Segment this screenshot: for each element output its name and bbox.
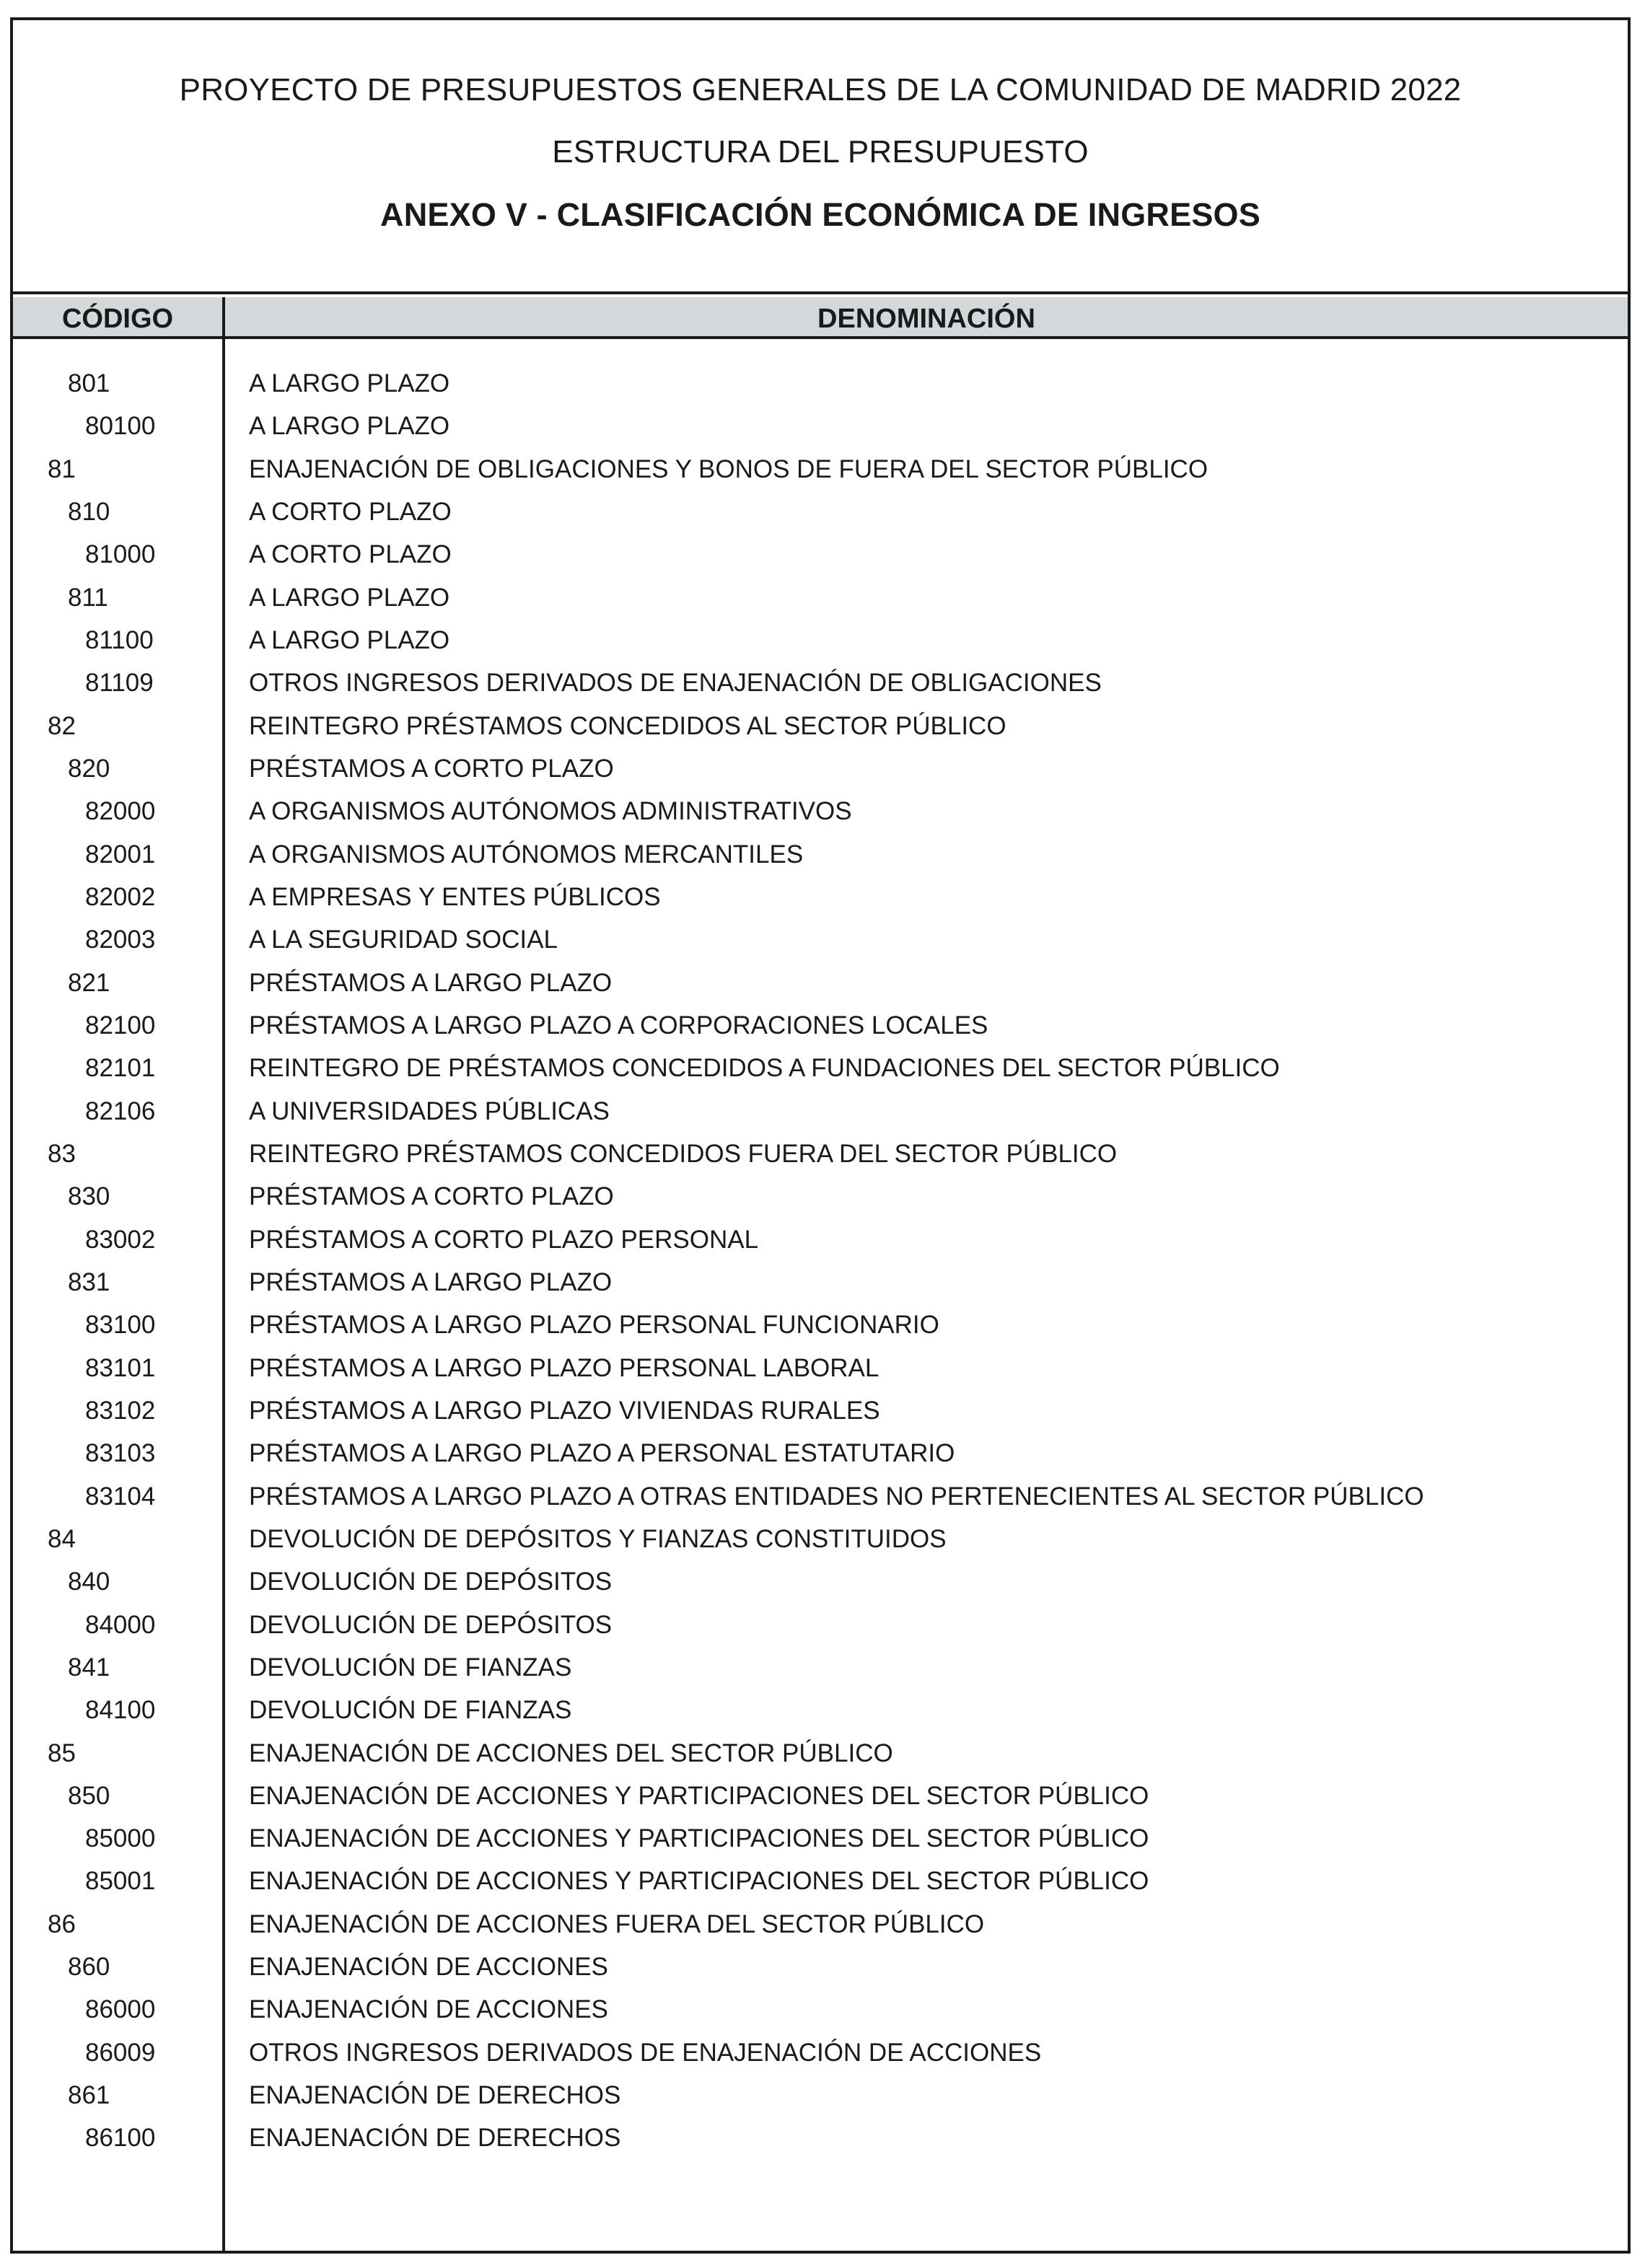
row-code: 860 <box>68 1953 110 1982</box>
table-row <box>13 1347 1628 1389</box>
row-code: 861 <box>68 2081 110 2110</box>
row-name: ENAJENACIÓN DE DERECHOS <box>249 2081 621 2110</box>
table-header <box>13 297 1628 339</box>
table-row <box>13 1133 1628 1175</box>
row-name: ENAJENACIÓN DE ACCIONES Y PARTICIPACIONES DEL SECTOR PÚBLICO <box>249 1781 1149 1810</box>
row-code: 81 <box>48 454 76 483</box>
row-name: A ORGANISMOS AUTÓNOMOS ADMINISTRATIVOS <box>249 797 852 826</box>
row-code: 86009 <box>85 2038 156 2067</box>
row-code: 83101 <box>85 1353 156 1382</box>
row-code: 83100 <box>85 1311 156 1340</box>
row-code: 85 <box>48 1739 76 1767</box>
table-row <box>13 1090 1628 1133</box>
row-name: ENAJENACIÓN DE ACCIONES <box>249 1953 608 1982</box>
row-name: REINTEGRO DE PRÉSTAMOS CONCEDIDOS A FUNDACIONES DEL SECTOR PÚBLICO <box>249 1054 1280 1083</box>
row-name: PRÉSTAMOS A LARGO PLAZO PERSONAL LABORAL <box>249 1353 879 1382</box>
row-code: 84000 <box>85 1610 156 1639</box>
table-body <box>13 362 1628 2160</box>
row-code: 820 <box>68 754 110 783</box>
row-name: ENAJENACIÓN DE OBLIGACIONES Y BONOS DE FUERA DEL SECTOR PÚBLICO <box>249 454 1208 483</box>
row-code: 82100 <box>85 1011 156 1040</box>
row-code: 83103 <box>85 1439 156 1468</box>
row-code: 830 <box>68 1182 110 1211</box>
row-code: 810 <box>68 497 110 526</box>
table-row <box>13 1775 1628 1817</box>
row-code: 81000 <box>85 540 156 569</box>
row-code: 82 <box>48 711 76 740</box>
table-row <box>13 2074 1628 2117</box>
table-row <box>13 662 1628 704</box>
row-name: ENAJENACIÓN DE ACCIONES Y PARTICIPACIONES DEL SECTOR PÚBLICO <box>249 1867 1149 1896</box>
table-row <box>13 1175 1628 1218</box>
row-name: PRÉSTAMOS A CORTO PLAZO <box>249 1182 614 1211</box>
document-subtitle: ESTRUCTURA DEL PRESUPUESTO <box>552 134 1089 170</box>
row-code: 85000 <box>85 1824 156 1853</box>
row-name: A ORGANISMOS AUTÓNOMOS MERCANTILES <box>249 840 804 869</box>
row-name: ENAJENACIÓN DE ACCIONES FUERA DEL SECTOR PÚBLICO <box>249 1909 985 1938</box>
annex-title: ANEXO V - CLASIFICACIÓN ECONÓMICA DE INGRESOS <box>380 196 1260 233</box>
row-name: PRÉSTAMOS A LARGO PLAZO PERSONAL FUNCIONARIO <box>249 1311 939 1340</box>
table-row <box>13 790 1628 832</box>
row-name: A CORTO PLAZO <box>249 540 452 569</box>
row-code: 82101 <box>85 1054 156 1083</box>
row-name: PRÉSTAMOS A LARGO PLAZO <box>249 1267 613 1296</box>
row-name: A EMPRESAS Y ENTES PÚBLICOS <box>249 882 661 911</box>
table-row <box>13 1261 1628 1304</box>
column-header-name: DENOMINACIÓN <box>817 304 1035 334</box>
table-row <box>13 1047 1628 1089</box>
row-code: 82001 <box>85 840 156 869</box>
row-code: 83 <box>48 1139 76 1168</box>
row-name: DEVOLUCIÓN DE DEPÓSITOS <box>249 1610 613 1639</box>
row-code: 82003 <box>85 926 156 954</box>
row-code: 81109 <box>85 669 154 698</box>
column-header-code: CÓDIGO <box>61 304 174 334</box>
table-row <box>13 1475 1628 1518</box>
row-code: 811 <box>68 583 108 612</box>
table-row <box>13 833 1628 876</box>
row-code: 841 <box>68 1653 110 1682</box>
row-name: DEVOLUCIÓN DE DEPÓSITOS <box>249 1568 613 1596</box>
row-name: PRÉSTAMOS A LARGO PLAZO A CORPORACIONES LOCALES <box>249 1011 988 1040</box>
row-code: 821 <box>68 968 110 997</box>
table-row <box>13 1689 1628 1731</box>
row-code: 85001 <box>85 1867 156 1896</box>
table-row <box>13 1560 1628 1603</box>
document-header <box>13 20 1628 294</box>
row-code: 86100 <box>85 2124 156 2153</box>
table-row <box>13 1946 1628 1988</box>
table-row <box>13 1604 1628 1646</box>
row-name: REINTEGRO PRÉSTAMOS CONCEDIDOS FUERA DEL SECTOR PÚBLICO <box>249 1139 1118 1168</box>
table-row <box>13 1732 1628 1775</box>
row-code: 80100 <box>85 412 156 441</box>
row-name: PRÉSTAMOS A LARGO PLAZO <box>249 968 613 997</box>
row-code: 84100 <box>85 1696 156 1725</box>
row-name: ENAJENACIÓN DE ACCIONES DEL SECTOR PÚBLICO <box>249 1739 893 1767</box>
row-code: 86000 <box>85 1995 156 2024</box>
row-name: PRÉSTAMOS A LARGO PLAZO A PERSONAL ESTATUTARIO <box>249 1439 955 1468</box>
row-code: 801 <box>68 369 110 397</box>
row-name: ENAJENACIÓN DE ACCIONES Y PARTICIPACIONES DEL SECTOR PÚBLICO <box>249 1824 1149 1853</box>
row-name: A LARGO PLAZO <box>249 625 450 654</box>
row-name: PRÉSTAMOS A LARGO PLAZO VIVIENDAS RURALES <box>249 1396 880 1425</box>
table-row <box>13 705 1628 747</box>
row-code: 82000 <box>85 797 156 826</box>
row-name: DEVOLUCIÓN DE FIANZAS <box>249 1696 572 1725</box>
table-row <box>13 1988 1628 2031</box>
row-name: A LARGO PLAZO <box>249 583 450 612</box>
row-name: PRÉSTAMOS A LARGO PLAZO A OTRAS ENTIDADES NO PERTENECIENTES AL SECTOR PÚBLICO <box>249 1482 1424 1511</box>
row-code: 82106 <box>85 1096 156 1125</box>
row-name: ENAJENACIÓN DE DERECHOS <box>249 2124 621 2153</box>
table-row <box>13 876 1628 918</box>
row-name: A LARGO PLAZO <box>249 369 450 397</box>
row-code: 86 <box>48 1909 76 1938</box>
row-name: REINTEGRO PRÉSTAMOS CONCEDIDOS AL SECTOR PÚBLICO <box>249 711 1006 740</box>
row-code: 840 <box>68 1568 110 1596</box>
row-code: 83104 <box>85 1482 156 1511</box>
table-row <box>13 1004 1628 1047</box>
table-row <box>13 1817 1628 1860</box>
table-row <box>13 1218 1628 1261</box>
row-name: DEVOLUCIÓN DE DEPÓSITOS Y FIANZAS CONSTITUIDOS <box>249 1524 947 1553</box>
row-code: 84 <box>48 1524 76 1553</box>
table-row <box>13 576 1628 619</box>
table-row <box>13 1304 1628 1346</box>
table-row <box>13 1389 1628 1432</box>
table-row <box>13 918 1628 961</box>
table-row <box>13 491 1628 533</box>
row-code: 81100 <box>85 625 154 654</box>
table-row <box>13 1432 1628 1474</box>
row-code: 83102 <box>85 1396 156 1425</box>
table-row <box>13 2031 1628 2074</box>
row-name: ENAJENACIÓN DE ACCIONES <box>249 1995 608 2024</box>
row-name: A UNIVERSIDADES PÚBLICAS <box>249 1096 610 1125</box>
table-row <box>13 448 1628 491</box>
row-code: 831 <box>68 1267 110 1296</box>
table-row <box>13 405 1628 447</box>
table-row <box>13 533 1628 576</box>
row-code: 83002 <box>85 1225 156 1254</box>
row-name: PRÉSTAMOS A CORTO PLAZO PERSONAL <box>249 1225 759 1254</box>
row-name: PRÉSTAMOS A CORTO PLAZO <box>249 754 614 783</box>
document-frame <box>10 17 1631 2254</box>
table-row <box>13 1903 1628 1946</box>
table-row <box>13 619 1628 662</box>
table-row <box>13 1518 1628 1560</box>
row-code: 82002 <box>85 882 156 911</box>
row-name: OTROS INGRESOS DERIVADOS DE ENAJENACIÓN DE ACCIONES <box>249 2038 1042 2067</box>
table-row <box>13 1860 1628 1902</box>
row-name: A LA SEGURIDAD SOCIAL <box>249 926 558 954</box>
row-code: 850 <box>68 1781 110 1810</box>
document-title: PROYECTO DE PRESUPUESTOS GENERALES DE LA COMUNIDAD DE MADRID 2022 <box>179 72 1462 107</box>
table-row <box>13 1646 1628 1689</box>
row-name: A LARGO PLAZO <box>249 412 450 441</box>
row-name: OTROS INGRESOS DERIVADOS DE ENAJENACIÓN DE OBLIGACIONES <box>249 669 1102 698</box>
table-row <box>13 747 1628 790</box>
row-name: DEVOLUCIÓN DE FIANZAS <box>249 1653 572 1682</box>
table-row <box>13 962 1628 1004</box>
row-name: A CORTO PLAZO <box>249 497 452 526</box>
table-row <box>13 2117 1628 2159</box>
table-row <box>13 362 1628 405</box>
